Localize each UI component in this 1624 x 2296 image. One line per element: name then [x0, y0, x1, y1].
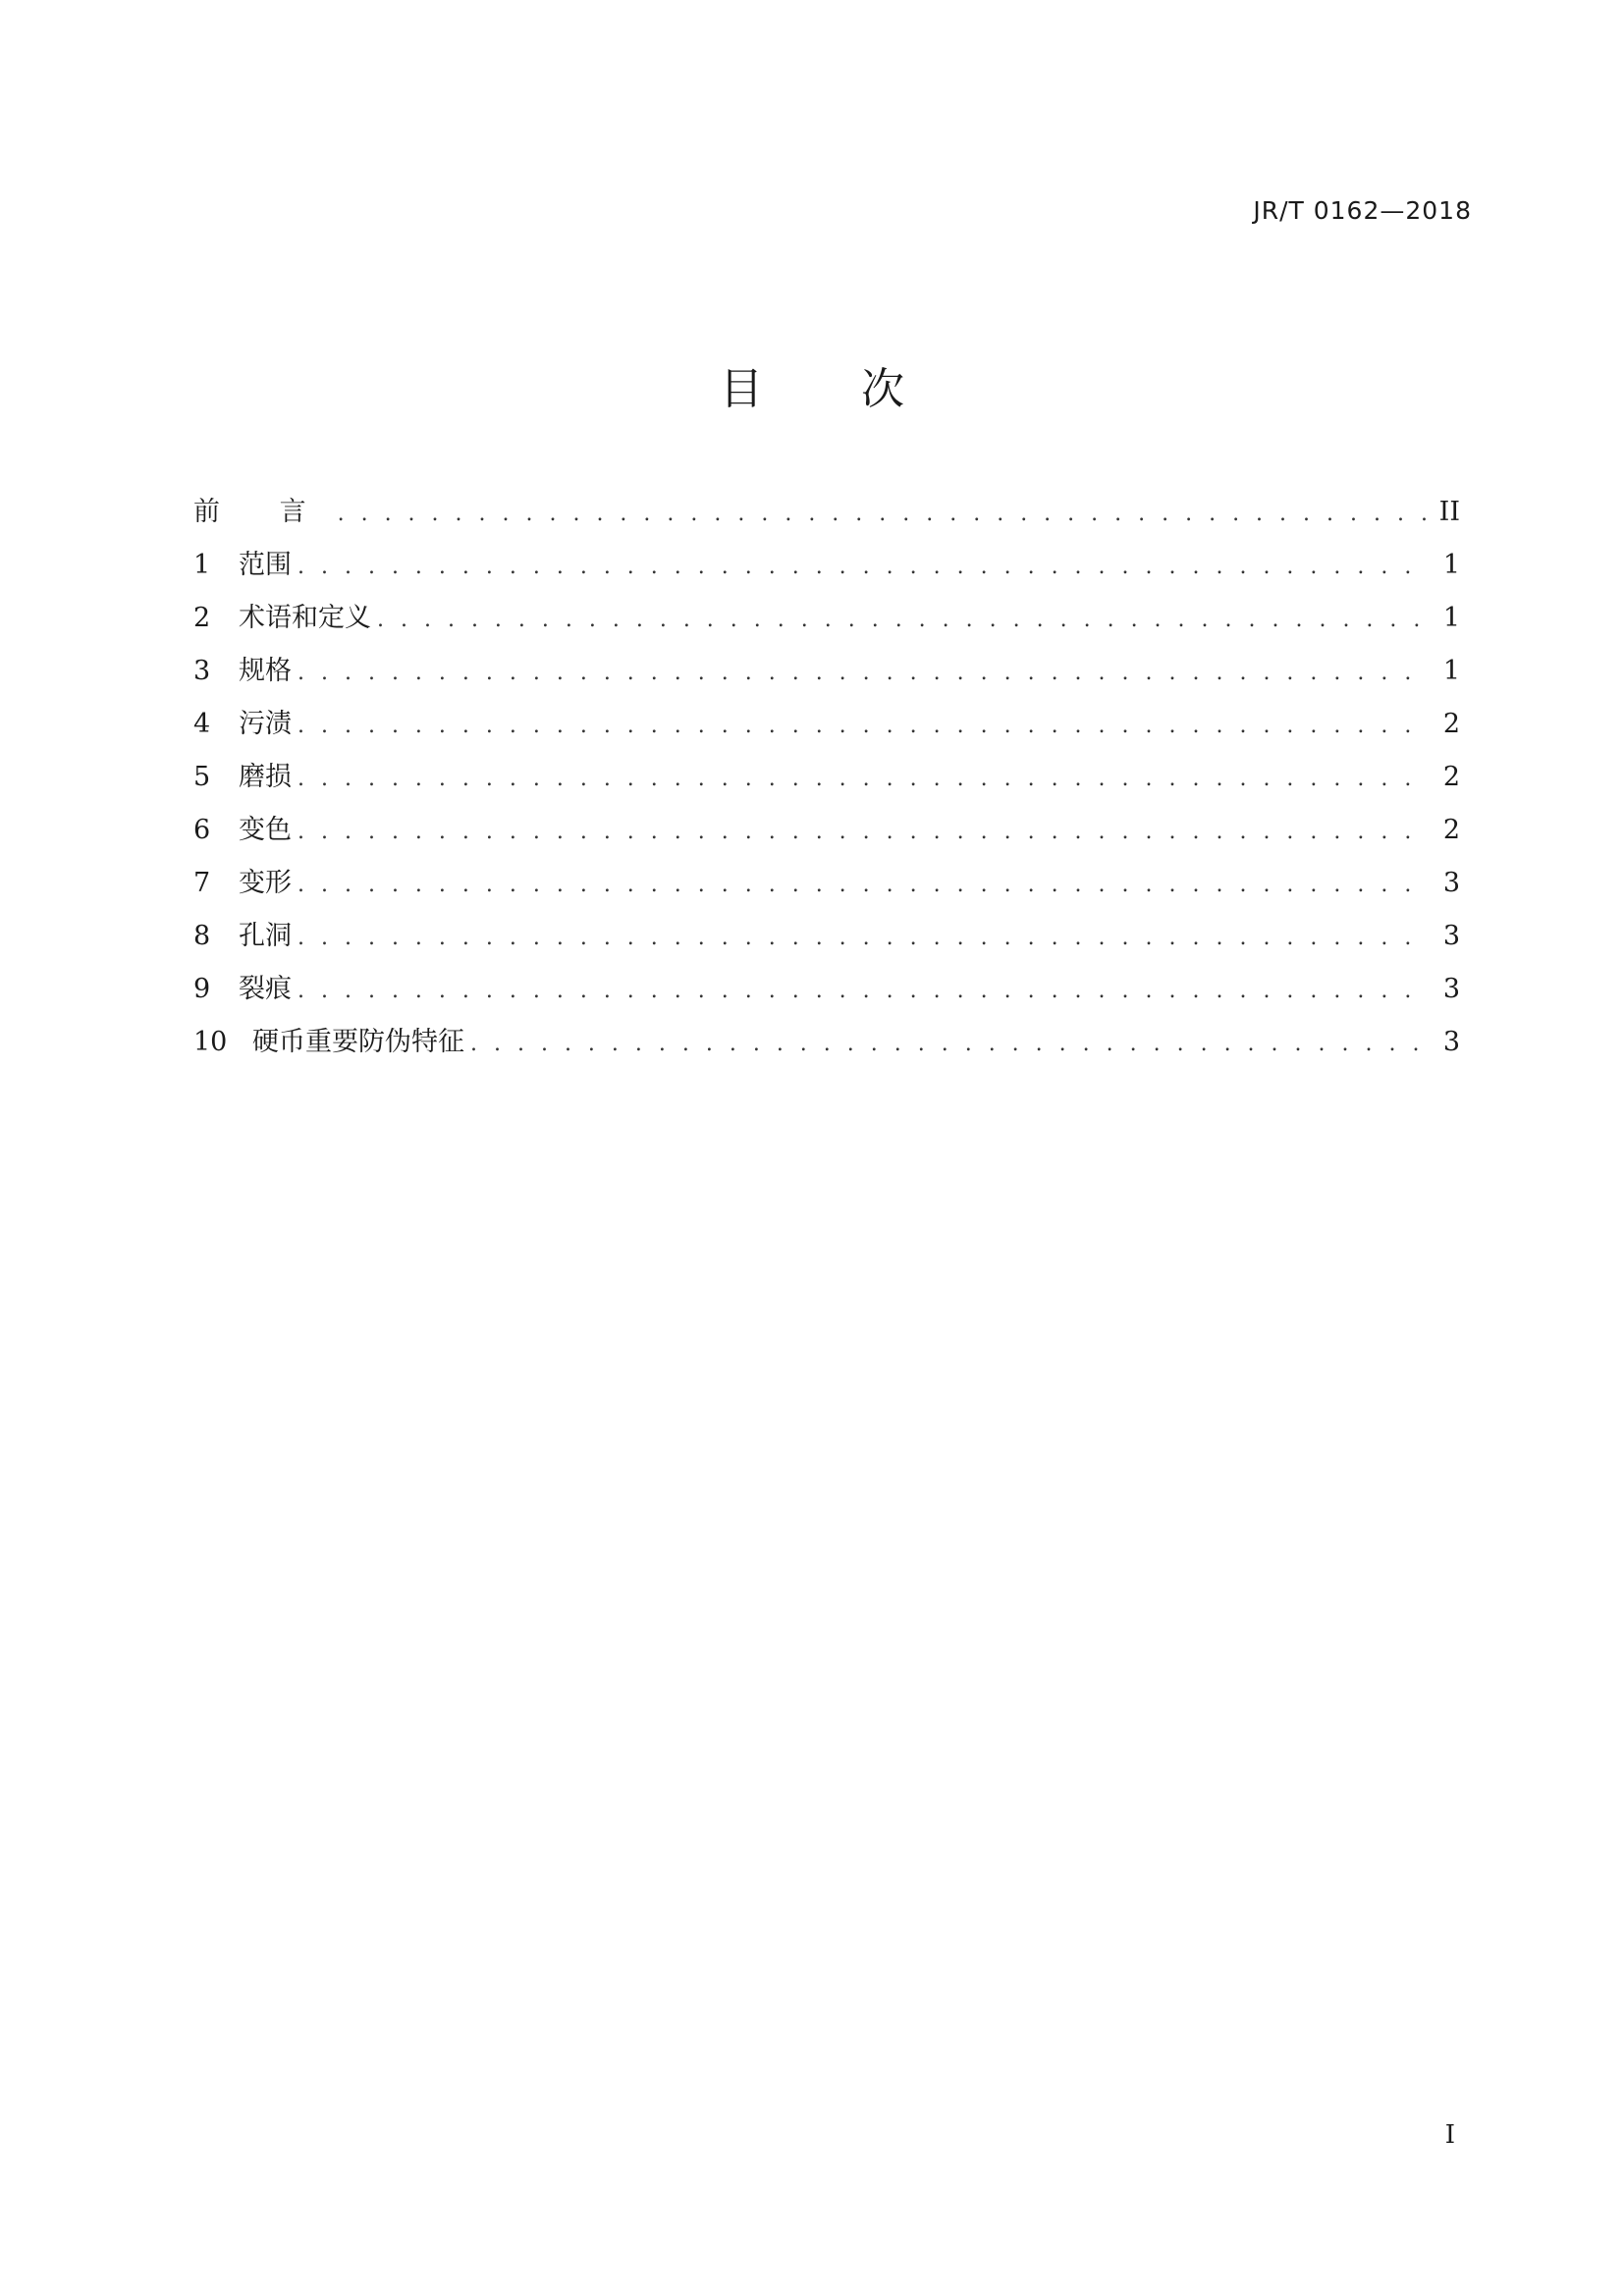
toc-dot-leader: [298, 859, 1427, 912]
toc-dot-leader: [470, 1018, 1427, 1071]
toc-entry-10[interactable]: [193, 1016, 1460, 1069]
toc-entry-label: 术语和定义: [239, 603, 371, 633]
document-code: JR/T 0162—2018: [1253, 196, 1472, 225]
toc-entry-page: 2: [1442, 709, 1460, 739]
toc-dot-leader: [298, 647, 1427, 700]
toc-entry-page: 1: [1442, 656, 1460, 686]
toc-entry-6[interactable]: [193, 804, 1460, 857]
toc-entry-label: 变形: [239, 868, 292, 898]
toc-dot-leader: [338, 488, 1427, 541]
toc-entry-foreword[interactable]: [193, 486, 1460, 539]
toc-entry-page: 1: [1442, 603, 1460, 633]
toc-entry-label: 磨损: [239, 762, 292, 792]
toc-entry-label: 前 言: [193, 497, 332, 527]
toc-entry-5[interactable]: [193, 751, 1460, 804]
toc-dot-leader: [298, 753, 1427, 806]
table-of-contents: [193, 486, 1460, 1069]
toc-entry-label: 裂痕: [239, 974, 292, 1004]
toc-entry-1[interactable]: [193, 539, 1460, 592]
toc-entry-number: 2: [193, 603, 211, 633]
page-title-part-2: 次: [861, 364, 904, 414]
toc-entry-number: 9: [193, 974, 211, 1004]
page-title: [0, 353, 1624, 416]
toc-entry-4[interactable]: [193, 698, 1460, 751]
toc-entry-label: 变色: [239, 815, 292, 845]
toc-entry-label: 范围: [239, 550, 292, 580]
toc-dot-leader: [298, 541, 1427, 594]
toc-dot-leader: [298, 965, 1427, 1018]
toc-entry-number: 8: [193, 921, 211, 951]
toc-entry-page: 3: [1442, 1027, 1460, 1057]
toc-entry-9[interactable]: [193, 963, 1460, 1016]
toc-entry-page: II: [1438, 497, 1460, 527]
toc-entry-number: 1: [193, 550, 211, 580]
toc-entry-8[interactable]: [193, 910, 1460, 963]
toc-entry-page: 1: [1442, 550, 1460, 580]
page-title-part-1: 目: [720, 364, 763, 414]
toc-entry-number: 5: [193, 762, 211, 792]
toc-entry-page: 3: [1442, 868, 1460, 898]
toc-entry-number: 4: [193, 709, 211, 739]
toc-dot-leader: [298, 806, 1427, 859]
toc-dot-leader: [377, 594, 1427, 647]
toc-entry-page: 3: [1442, 974, 1460, 1004]
toc-entry-number: 7: [193, 868, 211, 898]
toc-entry-3[interactable]: [193, 645, 1460, 698]
toc-entry-label: 硬币重要防伪特征: [252, 1027, 464, 1057]
toc-entry-number: 3: [193, 656, 211, 686]
toc-entry-label: 规格: [239, 656, 292, 686]
toc-entry-label: 孔洞: [239, 921, 292, 951]
toc-entry-2[interactable]: [193, 592, 1460, 645]
toc-entry-page: 2: [1442, 815, 1460, 845]
toc-entry-number: 6: [193, 815, 211, 845]
page-number: I: [1444, 2120, 1455, 2150]
toc-entry-label: 污渍: [239, 709, 292, 739]
toc-entry-page: 2: [1442, 762, 1460, 792]
toc-entry-7[interactable]: [193, 857, 1460, 910]
toc-dot-leader: [298, 912, 1427, 965]
toc-dot-leader: [298, 700, 1427, 753]
toc-entry-number: 10: [193, 1027, 228, 1057]
toc-entry-page: 3: [1442, 921, 1460, 951]
